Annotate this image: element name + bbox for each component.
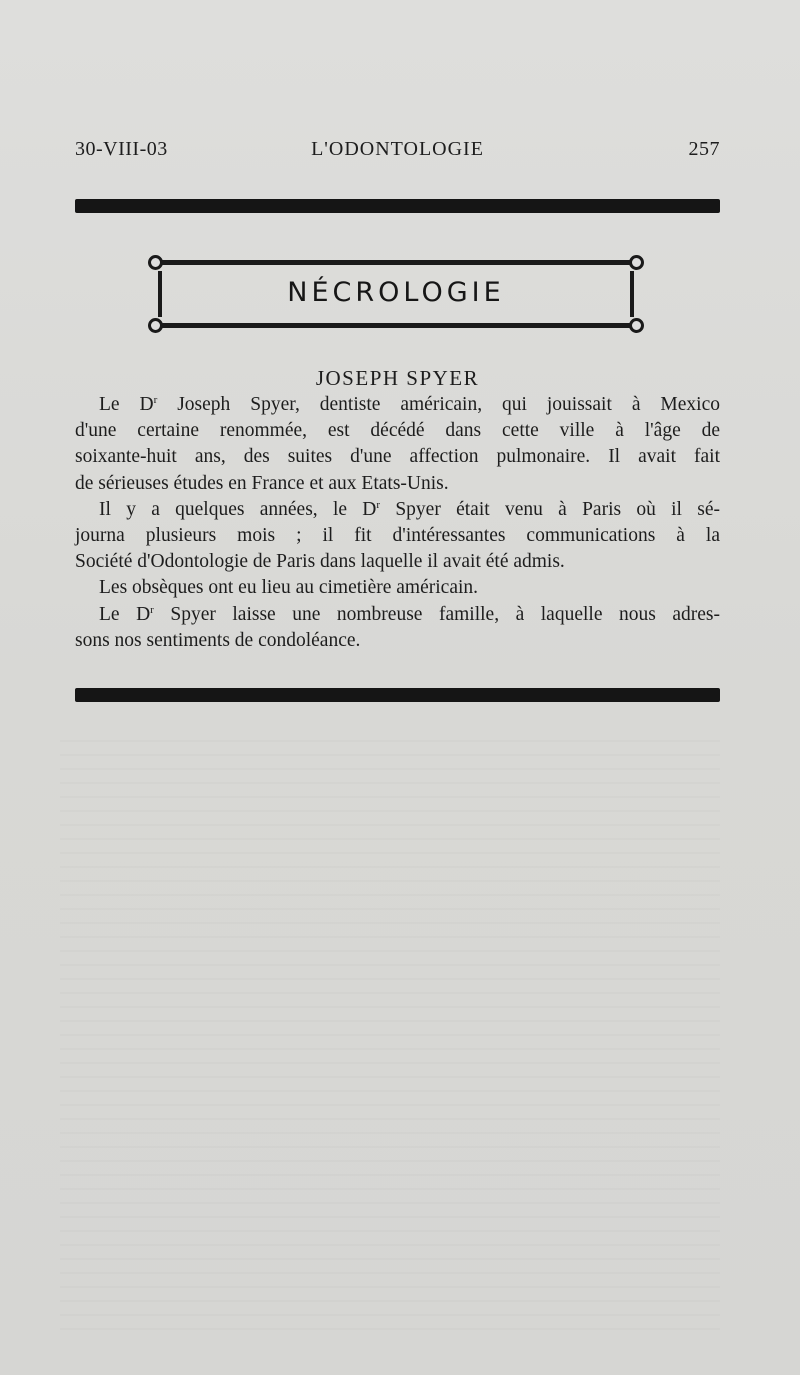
frame-bottom-line [158, 323, 634, 328]
issue-date: 30-VIII-03 [75, 138, 168, 160]
frame-top-line [158, 260, 634, 265]
page-number: 257 [688, 138, 720, 160]
body-line: Le $D^r$ Spyer laisse une nombreuse famille, à laquelle nous adres- [99, 603, 720, 625]
body-line: Le $D^r$ Joseph Spyer, dentiste américain, qui jouissait à Mexico [99, 394, 720, 415]
body-line: journa plusieurs mois ; il fit d'intéressantes communications à la [75, 524, 720, 546]
body-line: sons nos sentiments de condoléance. [75, 629, 361, 651]
top-ornamental-rule [75, 199, 720, 213]
frame-corner-ring-icon [629, 255, 644, 270]
body-line: Société d'Odontologie de Paris dans laquelle il avait été admis. [75, 551, 565, 573]
frame-corner-ring-icon [148, 255, 163, 270]
frame-corner-ring-icon [629, 318, 644, 333]
section-title-frame [148, 255, 644, 333]
journal-title: L'ODONTOLOGIE [311, 138, 484, 160]
article-body [75, 392, 720, 654]
body-line: Il y a quelques années, le $D^r$ Spyer était venu à Paris où il sé- [99, 498, 720, 520]
bleed-through-texture [60, 740, 720, 1340]
section-title: NÉCROLOGIE [287, 277, 505, 308]
body-line: soixante-huit ans, des suites d'une affection pulmonaire. Il avait fait [75, 446, 720, 468]
frame-corner-ring-icon [148, 318, 163, 333]
body-line: de sérieuses études en France et aux Etats-Unis. [75, 472, 449, 494]
article-title: JOSEPH SPYER [315, 366, 480, 390]
body-line: Les obsèques ont eu lieu au cimetière américain. [99, 577, 479, 599]
running-head [75, 138, 720, 168]
body-line: d'une certaine renommée, est décédé dans cette ville à l'âge de [75, 420, 720, 442]
bottom-ornamental-rule [75, 688, 720, 702]
